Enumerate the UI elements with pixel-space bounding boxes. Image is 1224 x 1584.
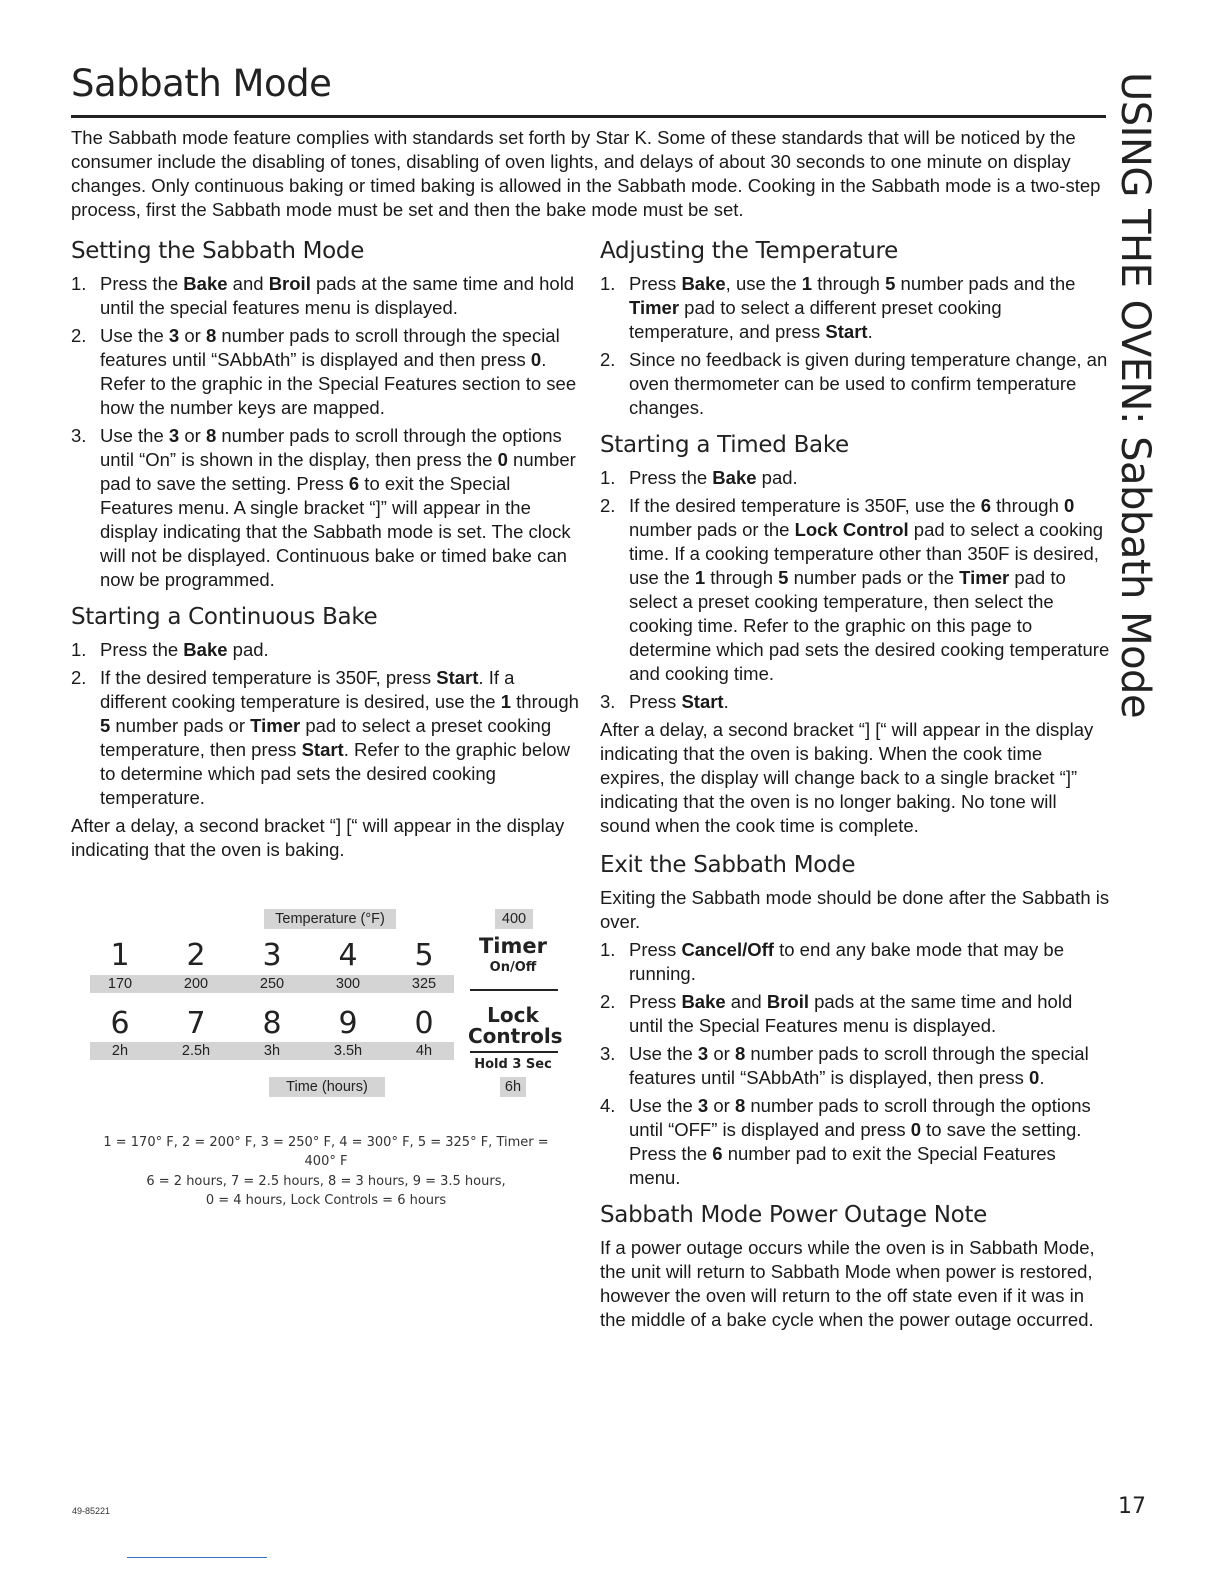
step-text: number pads or the [629,519,795,540]
keypad-temperature-value: 300 [335,976,361,992]
step-emphasis: Bake [183,273,228,294]
lock-sub-label: Hold 3 Sec [474,1057,552,1072]
list-item [600,990,1110,1038]
step-number: 1. [600,273,616,294]
keypad-time-value: 3.5h [333,1043,363,1059]
step-text: and [227,273,269,294]
step-text: pad. [756,467,798,488]
step-emphasis: Timer [250,715,301,736]
lock-key-label-2: Controls [468,1024,563,1048]
step-number: 2. [600,991,616,1012]
step-text: pads at the same time and hold until the Special Features menu is displayed. [629,991,1073,1036]
continuous-steps [71,638,581,810]
step-emphasis: Start [681,691,724,712]
step-emphasis: 0 [530,349,542,370]
step-emphasis: Broil [268,273,311,294]
step-number: 4. [600,1095,616,1116]
step-text: . Refer to the graphic below to determine which pad sets the desired cooking temperature. [100,739,570,808]
step-number: 2. [600,349,616,370]
step-text: . If a different cooking temperature is desired, use the [100,667,515,712]
title-rule [71,115,1106,118]
exit-steps [600,938,1110,1190]
exit-intro: Exiting the Sabbath mode should be done after the Sabbath is over. [600,887,1110,932]
step-emphasis: 0 [497,449,508,470]
step-emphasis: Cancel/Off [681,939,774,960]
step-number: 3. [600,691,616,712]
exit-heading: Exit the Sabbath Mode [600,852,856,878]
continuous-heading: Starting a Continuous Bake [71,604,378,630]
list-item [600,348,1110,420]
step-emphasis: 0 [1064,495,1075,516]
step-text: and [725,991,767,1012]
section-side-tab [1112,72,1160,719]
list-item [600,466,1110,490]
step-text: , use the [725,273,802,294]
step-number: 3. [71,425,87,446]
lock-divider [470,1051,558,1053]
timed-heading: Starting a Timed Bake [600,432,849,458]
step-text: pad to select a preset cooking temperature, then select the cooking time. Refer to the graphic on this page to determine which pad sets the desired cooking temperature and cooking time. [629,567,1110,684]
timer-divider [470,989,558,991]
step-text: Press [629,273,682,294]
step-text: pads at the same time and hold until the special features menu is displayed. [100,273,575,318]
timed-after-text: After a delay, a second bracket “] [“ will appear in the display indicating that the oven is baking. When the cook time expires, the display will change back to a single bracket “]” indicating that the oven is no longer baking. No tone will sound when the cook time is complete. [600,719,1094,836]
step-emphasis: 1 [801,273,813,294]
intro-paragraph: The Sabbath mode feature complies with standards set forth by Star K. Some of these standards that will be noticed by the consumer include the disabling of tones, disabling of oven lights, and delays of about 30 seconds to one minute on display changes. Only continuous baking or timed baking is allowed in the Sabbath mode. Cooking in the Sabbath mode is a two-step process, first the Sabbath mode must be set and then the bake mode must be set. [71,127,1101,220]
step-number: 1. [600,939,616,960]
outage-text: If a power outage occurs while the oven is in Sabbath Mode, the unit will return to Sabbath Mode when power is restored, however the oven will return to the off state even if it was in the middle of a bake cycle when the power outage occurred. [600,1237,1095,1330]
step-text: number pads to scroll through the special features until “SAbbAth” is displayed and then press [100,325,560,370]
keypad-temperature-value: 250 [259,976,285,992]
step-text: Since no feedback is given during temperature change, an oven thermometer can be used to confirm temperature changes. [629,349,1108,418]
list-item [600,494,1110,686]
step-emphasis: 6 [712,1143,723,1164]
adjusting-heading: Adjusting the Temperature [600,238,899,264]
temperature-label: Temperature (°F) [264,909,396,929]
keypad-time-value: 2.5h [181,1043,211,1059]
step-text: through [991,495,1065,516]
step-text: Press the [100,273,184,294]
document-number: 49-85221 [72,1506,111,1516]
footer-link-line [127,1557,267,1558]
step-text: number pads or [110,715,251,736]
list-item [71,272,581,320]
step-emphasis: 5 [778,567,789,588]
step-emphasis: Lock Control [794,519,909,540]
page-title: Sabbath Mode [71,62,332,105]
keypad-number-key: 2 [186,938,206,973]
side-tab-label: USING THE OVEN: Sabbath Mode [1112,72,1158,719]
step-emphasis: 1 [500,691,512,712]
timed-steps [600,466,1110,714]
step-text: Press the [629,467,713,488]
keypad-note-temps: 1 = 170° F, 2 = 200° F, 3 = 250° F, 4 = 300° F, 5 = 325° F, Timer = 400° F [103,1135,549,1169]
lock-value: 6h [500,1077,526,1097]
keypad-note-times-2: 0 = 4 hours, Lock Controls = 6 hours [205,1193,447,1208]
step-text: . [1039,1067,1045,1088]
step-emphasis: 8 [205,425,217,446]
step-text: or [708,1095,735,1116]
step-emphasis: 3 [697,1095,709,1116]
step-text: to end any bake mode that may be running. [629,939,1064,984]
step-text: pad to select a cooking time. If a cooking temperature other than 350F is desired, use the [629,519,1104,588]
step-emphasis: Bake [712,467,757,488]
step-emphasis: 8 [734,1095,746,1116]
step-number: 2. [71,325,87,346]
keypad-number-key: 9 [338,1006,358,1041]
setting-heading: Setting the Sabbath Mode [71,238,365,264]
step-emphasis: 5 [100,715,111,736]
left-column [71,236,581,862]
keypad-number-key: 6 [110,1006,130,1041]
step-emphasis: 3 [697,1043,709,1064]
step-text: Use the [100,425,169,446]
keypad-number-key: 1 [110,938,130,973]
step-emphasis: 1 [694,567,706,588]
time-label: Time (hours) [269,1077,385,1097]
step-emphasis: Bake [681,273,726,294]
step-emphasis: Timer [959,567,1010,588]
step-text: Press [629,939,682,960]
step-number: 1. [600,467,616,488]
keypad-number-key: 5 [414,938,434,973]
step-emphasis: Start [301,739,344,760]
step-emphasis: 0 [1029,1067,1040,1088]
lock-key-label-1: Lock [487,1003,539,1027]
step-text: through [511,691,579,712]
step-text: to exit the Special Features menu. A single bracket “]” will appear in the display indicating that the Sabbath mode is set. The clock will not be displayed. Continuous bake or timed bake can now be programmed. [100,473,571,590]
step-emphasis: 0 [910,1119,922,1140]
keypad-time-value: 2h [111,1043,129,1059]
step-emphasis: 8 [205,325,217,346]
step-text: . Refer to the graphic in the Special Features section to see how the number keys are mapped. [100,349,577,418]
step-emphasis: Bake [183,639,228,660]
page-number: 17 [1118,1494,1146,1519]
step-emphasis: Timer [629,297,680,318]
step-emphasis: Bake [681,991,726,1012]
keypad-number-key: 0 [414,1006,434,1041]
step-text: or [179,425,206,446]
list-item [600,1042,1110,1090]
continuous-after-text: After a delay, a second bracket “] [“ will appear in the display indicating that the oven is baking. [71,815,565,860]
keypad-time-value: 4h [415,1043,433,1059]
step-text: number pads to scroll through the options until “OFF” is displayed and press [629,1095,1091,1140]
step-text: Use the [629,1043,698,1064]
step-text: number pad to save the setting. Press [100,449,576,494]
step-text: If the desired temperature is 350F, use the [629,495,981,516]
timer-value: 400 [495,909,533,929]
step-emphasis: Start [436,667,479,688]
step-text: If the desired temperature is 350F, press [100,667,437,688]
step-text: or [179,325,206,346]
outage-heading: Sabbath Mode Power Outage Note [600,1202,988,1228]
list-item [71,324,581,420]
step-emphasis: 6 [348,473,360,494]
step-number: 1. [71,639,87,660]
step-text: pad. [227,639,269,660]
list-item [71,424,581,592]
step-emphasis: 8 [734,1043,746,1064]
list-item [600,690,1110,714]
step-text: through [812,273,886,294]
step-text: pad to select a different preset cooking temperature, and press [629,297,1002,342]
step-text: Press the [100,639,184,660]
step-text: number pads or the [788,567,960,588]
step-number: 2. [600,495,616,516]
step-text: or [708,1043,735,1064]
step-number: 3. [600,1043,616,1064]
keypad-number-key: 3 [262,938,282,973]
step-text: number pads to scroll through the options until “On” is shown in the display, then press the [100,425,562,470]
keypad-temperature-value: 325 [411,976,437,992]
step-text: . [867,321,873,342]
step-emphasis: 5 [885,273,896,294]
keypad-note-times-1: 6 = 2 hours, 7 = 2.5 hours, 8 = 3 hours, 9 = 3.5 hours, [146,1174,506,1189]
step-emphasis: 6 [980,495,991,516]
keypad-time-value: 3h [263,1043,281,1059]
right-column [600,236,1110,1332]
list-item [600,938,1110,986]
step-emphasis: 3 [168,425,180,446]
step-text: to save the setting. Press the [629,1119,1082,1164]
step-text: . [723,691,729,712]
list-item [71,638,581,662]
step-text: pad to select a preset cooking temperature, then press [100,715,552,760]
keypad-number-key: 8 [262,1006,282,1041]
step-text: number pads and the [895,273,1076,294]
step-text: number pads to scroll through the special features until “SAbbAth” is displayed, then press [629,1043,1089,1088]
keypad-number-key: 7 [186,1006,206,1041]
step-number: 2. [71,667,87,688]
step-text: Use the [629,1095,698,1116]
step-emphasis: Broil [766,991,809,1012]
adjusting-steps [600,272,1110,420]
setting-steps [71,272,581,592]
keypad-number-key: 4 [338,938,358,973]
step-text: Press [629,691,682,712]
list-item [600,272,1110,344]
step-text: Press [629,991,682,1012]
step-number: 1. [71,273,87,294]
step-text: Use the [100,325,169,346]
step-emphasis: Start [825,321,868,342]
keypad-temperature-value: 170 [107,976,133,992]
keypad-graphic [86,905,566,1215]
list-item [71,666,581,810]
keypad-temperature-value: 200 [183,976,209,992]
step-emphasis: 3 [168,325,180,346]
list-item [600,1094,1110,1190]
timer-key-label: Timer [478,934,547,958]
step-text: number pad to exit the Special Features menu. [629,1143,1056,1188]
step-text: through [705,567,779,588]
timer-sub-label: On/Off [489,960,537,975]
